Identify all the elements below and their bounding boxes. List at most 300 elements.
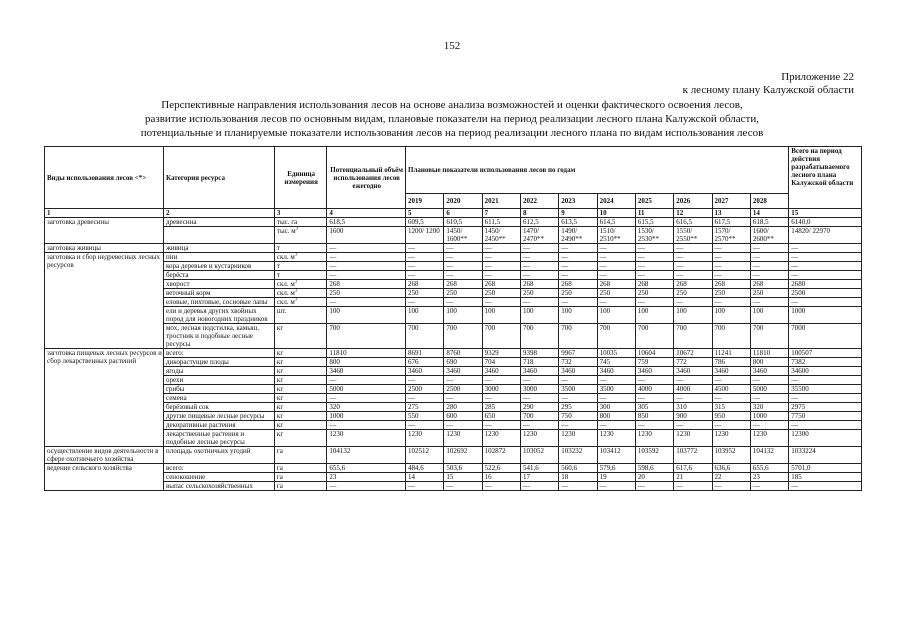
year-value-cell: 103412 [597, 447, 635, 464]
unit-cell: скл. $м^3$ [274, 289, 326, 298]
year-value-cell: 950 [712, 412, 750, 421]
forest-use-table [44, 146, 862, 491]
year-value-cell: 1200/ 1200 [406, 227, 444, 244]
year-value-cell: 636,6 [712, 464, 750, 473]
table-row [45, 349, 862, 358]
table-row [45, 430, 862, 447]
year-value-cell: 11241 [712, 349, 750, 358]
year-value-cell: — [559, 253, 597, 262]
year-value-cell: 1230 [559, 430, 597, 447]
year-value-cell: 103772 [674, 447, 712, 464]
year-value-cell: 103052 [520, 447, 558, 464]
year-value-cell: 676 [406, 358, 444, 367]
column-number-cell: 5 [406, 209, 444, 218]
potential-volume-cell: 618,5 [327, 218, 406, 227]
column-number-cell: 12 [674, 209, 712, 218]
year-value-cell: 598,6 [635, 464, 673, 473]
year-value-cell: 100 [597, 307, 635, 324]
year-value-cell: 1230 [712, 430, 750, 447]
year-value-cell: — [635, 253, 673, 262]
unit-cell: тыс. га [274, 218, 326, 227]
year-value-cell: 250 [520, 289, 558, 298]
year-value-cell: 3460 [597, 367, 635, 376]
column-number-row [45, 209, 862, 218]
year-value-cell: 700 [635, 324, 673, 349]
year-value-cell: 3460 [520, 367, 558, 376]
total-cell: — [789, 271, 862, 280]
year-value-cell: 700 [712, 324, 750, 349]
total-cell: 6140,0 [789, 218, 862, 227]
table-row [45, 367, 862, 376]
year-value-cell: — [520, 394, 558, 403]
year-value-cell: 614,5 [597, 218, 635, 227]
table-row [45, 473, 862, 482]
table-row [45, 271, 862, 280]
year-value-cell: 4000 [635, 385, 673, 394]
unit-cell: кг [274, 412, 326, 421]
year-value-cell: 503,6 [444, 464, 482, 473]
year-value-cell: 800 [597, 412, 635, 421]
year-value-cell: 310 [674, 403, 712, 412]
year-value-cell: 3000 [482, 385, 520, 394]
year-value-cell: — [750, 298, 788, 307]
use-kind-cell: ведение сельского хозяйства [45, 464, 164, 491]
total-cell: 34600 [789, 367, 862, 376]
year-value-cell: 23 [750, 473, 788, 482]
table-row [45, 307, 862, 324]
year-value-cell: 616,5 [674, 218, 712, 227]
year-value-cell: 268 [712, 280, 750, 289]
year-value-cell: — [597, 394, 635, 403]
year-value-cell: — [635, 244, 673, 253]
table-row [45, 385, 862, 394]
column-number-cell: 7 [482, 209, 520, 218]
year-value-cell: 3500 [559, 385, 597, 394]
year-value-cell: 268 [750, 280, 788, 289]
year-value-cell: — [712, 253, 750, 262]
year-value-cell: 100 [712, 307, 750, 324]
potential-volume-cell: 11810 [327, 349, 406, 358]
unit-cell: скл. $м^3$ [274, 298, 326, 307]
year-value-cell: 268 [559, 280, 597, 289]
year-value-cell: 610,5 [444, 218, 482, 227]
use-kind-cell: заготовка древесины [45, 218, 164, 244]
year-value-cell: — [520, 421, 558, 430]
year-value-cell: 704 [482, 358, 520, 367]
year-value-cell: 250 [750, 289, 788, 298]
year-value-cell: 3460 [750, 367, 788, 376]
column-number-cell: 1 [45, 209, 164, 218]
year-value-cell: 600 [444, 412, 482, 421]
unit-cell: га [274, 464, 326, 473]
total-cell: — [789, 262, 862, 271]
resource-category-cell: сенокошение [164, 473, 275, 482]
year-value-cell: 700 [674, 324, 712, 349]
resource-category-cell: хворост [164, 280, 275, 289]
year-value-cell: — [750, 244, 788, 253]
unit-cell: скл. $м^3$ [274, 280, 326, 289]
year-value-cell: 700 [597, 324, 635, 349]
year-value-cell: 522,6 [482, 464, 520, 473]
year-value-cell: 759 [635, 358, 673, 367]
potential-volume-cell: 1600 [327, 227, 406, 244]
appendix-number: Приложение 22 [781, 71, 854, 83]
year-value-cell: — [635, 271, 673, 280]
year-value-cell: 750 [559, 412, 597, 421]
unit-superscript: 3 [295, 226, 299, 232]
potential-volume-cell: 655,6 [327, 464, 406, 473]
total-cell: 2975 [789, 403, 862, 412]
resource-category-cell: берёзовый сок [164, 403, 275, 412]
unit-cell: шт. [274, 307, 326, 324]
resource-category-cell: веточный корм [164, 289, 275, 298]
unit-cell: га [274, 447, 326, 464]
year-value-cell: 655,6 [750, 464, 788, 473]
year-value-cell: — [406, 298, 444, 307]
year-value-cell: 1550/ 2550** [674, 227, 712, 244]
year-value-cell: 1230 [750, 430, 788, 447]
year-value-cell: 10672 [674, 349, 712, 358]
year-header-cell: 2020 [444, 194, 482, 209]
total-cell: 14820/ 22970 [789, 227, 862, 244]
year-value-cell: 10035 [597, 349, 635, 358]
year-value-cell: — [635, 298, 673, 307]
resource-category-cell [164, 227, 275, 244]
table-row [45, 244, 862, 253]
potential-volume-cell: — [327, 421, 406, 430]
year-value-cell: — [712, 271, 750, 280]
year-value-cell: — [712, 244, 750, 253]
year-value-cell: 3460 [406, 367, 444, 376]
year-value-cell: — [444, 421, 482, 430]
potential-volume-cell: 104132 [327, 447, 406, 464]
table-row [45, 358, 862, 367]
potential-volume-cell: — [327, 271, 406, 280]
title-line: развитие использования лесов по основным видам, плановые показатели на период реализации лесного плана Калужской области, [144, 113, 759, 125]
year-value-cell: — [559, 298, 597, 307]
resource-category-cell: всего: [164, 349, 275, 358]
year-value-cell: 268 [444, 280, 482, 289]
table-row [45, 262, 862, 271]
year-value-cell: 617,6 [674, 464, 712, 473]
year-value-cell: — [674, 482, 712, 491]
year-value-cell: — [674, 262, 712, 271]
potential-volume-cell: 3460 [327, 367, 406, 376]
year-value-cell: 3460 [674, 367, 712, 376]
total-cell: — [789, 244, 862, 253]
total-cell: 1033224 [789, 447, 862, 464]
unit-cell: кг [274, 394, 326, 403]
resource-category-cell: грибы [164, 385, 275, 394]
year-value-cell: 8691 [406, 349, 444, 358]
total-cell: — [789, 253, 862, 262]
year-value-cell: — [750, 482, 788, 491]
year-value-cell: — [750, 271, 788, 280]
unit-cell: кг [274, 367, 326, 376]
year-value-cell: — [674, 244, 712, 253]
year-value-cell: 1230 [444, 430, 482, 447]
year-value-cell: 9398 [520, 349, 558, 358]
resource-category-cell: орехи [164, 376, 275, 385]
column-number-cell: 11 [635, 209, 673, 218]
year-value-cell: — [444, 253, 482, 262]
column-number-cell: 13 [712, 209, 750, 218]
table-body [45, 218, 862, 491]
year-value-cell: 613,5 [559, 218, 597, 227]
unit-cell: т [274, 262, 326, 271]
table-row [45, 218, 862, 227]
header-unit: Единица измерения [274, 147, 326, 209]
column-number-cell: 8 [520, 209, 558, 218]
table-row [45, 324, 862, 349]
column-number-cell: 3 [274, 209, 326, 218]
resource-category-cell: другие пищевые лесные ресурсы [164, 412, 275, 421]
unit-superscript: 3 [294, 279, 298, 285]
total-cell: 2500 [789, 289, 862, 298]
year-value-cell: 22 [712, 473, 750, 482]
year-value-cell: 100 [674, 307, 712, 324]
year-value-cell: 9967 [559, 349, 597, 358]
year-value-cell: — [482, 421, 520, 430]
year-value-cell: — [674, 376, 712, 385]
year-value-cell: 14 [406, 473, 444, 482]
column-number-cell: 15 [789, 209, 862, 218]
year-value-cell: 275 [406, 403, 444, 412]
year-value-cell: 21 [674, 473, 712, 482]
year-value-cell: 100 [482, 307, 520, 324]
year-value-cell: 1490/ 2490** [559, 227, 597, 244]
table-row [45, 464, 862, 473]
unit-cell: кг [274, 324, 326, 349]
year-value-cell: 102692 [444, 447, 482, 464]
use-kind-cell: заготовка пищевых лесных ресурсов и сбор лекарственных растений [45, 349, 164, 447]
unit-cell: т [274, 244, 326, 253]
year-value-cell: — [559, 482, 597, 491]
use-kind-cell: заготовка живицы [45, 244, 164, 253]
page-number: 152 [443, 40, 461, 52]
resource-category-cell: всего: [164, 464, 275, 473]
year-value-cell: — [750, 262, 788, 271]
document-title [40, 98, 864, 140]
year-value-cell: 1530/ 2530** [635, 227, 673, 244]
column-number-cell: 10 [597, 209, 635, 218]
year-value-cell: 2500 [444, 385, 482, 394]
year-value-cell: 11810 [750, 349, 788, 358]
appendix-reference: к лесному плану Калужской области [682, 84, 854, 96]
column-number-cell: 9 [559, 209, 597, 218]
unit-superscript: 3 [294, 252, 298, 258]
year-value-cell: 268 [406, 280, 444, 289]
year-value-cell: 268 [674, 280, 712, 289]
year-value-cell: 3460 [559, 367, 597, 376]
year-value-cell: 900 [674, 412, 712, 421]
year-header-cell: 2021 [482, 194, 520, 209]
year-value-cell: — [597, 244, 635, 253]
year-value-cell: 617,5 [712, 218, 750, 227]
year-value-cell: 1450/ 1600** [444, 227, 482, 244]
resource-category-cell: еловые, пихтовые, сосновые лапы [164, 298, 275, 307]
header-category: Категория ресурса [164, 147, 275, 209]
year-value-cell: — [712, 421, 750, 430]
year-value-cell: 2500 [406, 385, 444, 394]
year-header-cell: 2024 [597, 194, 635, 209]
total-cell: 5701,0 [789, 464, 862, 473]
resource-category-cell: живица [164, 244, 275, 253]
resource-category-cell: берёста [164, 271, 275, 280]
year-value-cell: 1510/ 2510** [597, 227, 635, 244]
year-value-cell: 484,6 [406, 464, 444, 473]
year-value-cell: 700 [520, 412, 558, 421]
year-value-cell: 300 [597, 403, 635, 412]
total-cell: 7750 [789, 412, 862, 421]
year-value-cell: — [559, 262, 597, 271]
unit-cell: тыс. $м^3$ [274, 227, 326, 244]
total-cell: — [789, 394, 862, 403]
year-value-cell: 290 [520, 403, 558, 412]
year-value-cell: — [635, 262, 673, 271]
year-value-cell: 100 [750, 307, 788, 324]
year-value-cell: 1230 [597, 430, 635, 447]
table-row [45, 253, 862, 262]
total-cell: 7000 [789, 324, 862, 349]
year-value-cell: — [520, 244, 558, 253]
year-value-cell: 103592 [635, 447, 673, 464]
appendix-label [683, 71, 854, 97]
year-value-cell: 611,5 [482, 218, 520, 227]
year-value-cell: — [750, 421, 788, 430]
year-value-cell: 1230 [520, 430, 558, 447]
year-value-cell: — [520, 271, 558, 280]
year-value-cell: 1470/ 2470** [520, 227, 558, 244]
year-value-cell: 102872 [482, 447, 520, 464]
year-value-cell: 4000 [674, 385, 712, 394]
unit-superscript: 3 [294, 288, 298, 294]
potential-volume-cell: 23 [327, 473, 406, 482]
year-value-cell: 268 [520, 280, 558, 289]
year-value-cell: 250 [444, 289, 482, 298]
year-value-cell: — [712, 262, 750, 271]
year-value-cell: 650 [482, 412, 520, 421]
table-row [45, 412, 862, 421]
year-value-cell: — [482, 262, 520, 271]
year-value-cell: 20 [635, 473, 673, 482]
year-value-cell: — [444, 394, 482, 403]
year-value-cell: — [559, 271, 597, 280]
year-header-cell: 2028 [750, 194, 788, 209]
year-value-cell: — [712, 376, 750, 385]
year-value-cell: — [597, 262, 635, 271]
unit-cell: кг [274, 349, 326, 358]
year-value-cell: — [750, 253, 788, 262]
title-line: Перспективные направления использования лесов на основе анализа возможностей и оценки фактического освоения лесов, [161, 99, 743, 111]
year-value-cell: 3460 [444, 367, 482, 376]
year-value-cell: 250 [482, 289, 520, 298]
year-header-cell: 2025 [635, 194, 673, 209]
year-value-cell: — [444, 244, 482, 253]
year-value-cell: — [406, 482, 444, 491]
year-value-cell: 1600/ 2600** [750, 227, 788, 244]
unit-cell: т [274, 271, 326, 280]
unit-cell: кг [274, 430, 326, 447]
year-value-cell: 560,6 [559, 464, 597, 473]
table-row [45, 421, 862, 430]
year-value-cell: 1230 [482, 430, 520, 447]
year-value-cell: 295 [559, 403, 597, 412]
table-row [45, 280, 862, 289]
year-header-cell: 2023 [559, 194, 597, 209]
year-value-cell: 786 [712, 358, 750, 367]
year-value-cell: 285 [482, 403, 520, 412]
year-value-cell: 305 [635, 403, 673, 412]
year-value-cell: 100 [520, 307, 558, 324]
table-row [45, 376, 862, 385]
unit-superscript: 3 [294, 297, 298, 303]
year-value-cell: 3460 [635, 367, 673, 376]
year-header-cell: 2026 [674, 194, 712, 209]
year-value-cell: 320 [750, 403, 788, 412]
potential-volume-cell: 800 [327, 358, 406, 367]
year-value-cell: 850 [635, 412, 673, 421]
year-value-cell: 615,5 [635, 218, 673, 227]
unit-cell: кг [274, 385, 326, 394]
column-number-cell: 4 [327, 209, 406, 218]
table-row [45, 227, 862, 244]
year-value-cell: — [482, 271, 520, 280]
year-value-cell: 10604 [635, 349, 673, 358]
year-value-cell: 745 [597, 358, 635, 367]
resource-category-cell: ягоды [164, 367, 275, 376]
year-value-cell: — [559, 376, 597, 385]
year-value-cell: — [597, 271, 635, 280]
table-row [45, 403, 862, 412]
year-value-cell: — [444, 482, 482, 491]
year-value-cell: 1000 [750, 412, 788, 421]
total-cell: — [789, 298, 862, 307]
year-value-cell: 541,6 [520, 464, 558, 473]
year-value-cell: 268 [597, 280, 635, 289]
year-value-cell: — [520, 262, 558, 271]
header-planned: Плановые показатели использования лесов по годам [406, 147, 789, 194]
year-value-cell: — [712, 298, 750, 307]
year-value-cell: — [406, 376, 444, 385]
unit-cell: кг [274, 403, 326, 412]
year-value-cell: — [444, 298, 482, 307]
year-value-cell: 700 [750, 324, 788, 349]
year-value-cell: — [559, 394, 597, 403]
year-value-cell: — [597, 298, 635, 307]
resource-category-cell: древесина [164, 218, 275, 227]
total-cell: — [789, 421, 862, 430]
use-kind-cell: осуществление видов деятельности в сфере охотничьего хозяйства [45, 447, 164, 464]
unit-cell: га [274, 482, 326, 491]
year-value-cell: — [406, 421, 444, 430]
year-value-cell: 700 [444, 324, 482, 349]
year-value-cell: — [597, 482, 635, 491]
year-value-cell: 250 [712, 289, 750, 298]
year-value-cell: — [674, 394, 712, 403]
year-value-cell: — [482, 482, 520, 491]
year-header-cell: 2019 [406, 194, 444, 209]
year-value-cell: — [674, 253, 712, 262]
year-value-cell: — [674, 271, 712, 280]
year-value-cell: 1230 [406, 430, 444, 447]
potential-volume-cell: 100 [327, 307, 406, 324]
resource-category-cell: ели и деревья других хвойных пород для новогодних праздников [164, 307, 275, 324]
year-value-cell: — [674, 421, 712, 430]
year-value-cell: 19 [597, 473, 635, 482]
unit-cell: га [274, 473, 326, 482]
unit-cell: кг [274, 358, 326, 367]
